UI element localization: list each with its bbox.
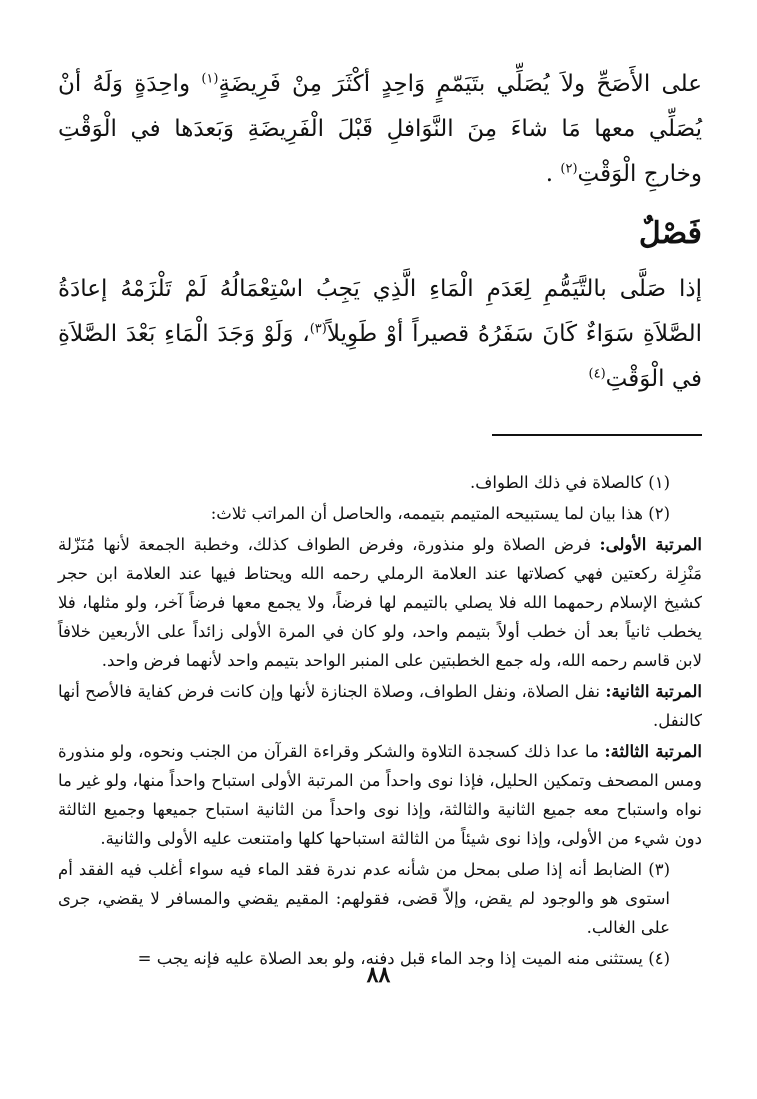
footnote-ref-3: (٣) (309, 321, 327, 337)
rank-1-label: المرتبة الأولى: (599, 535, 702, 554)
footnote-ref-4: (٤) (588, 366, 606, 382)
rank-3-label: المرتبة الثالثة: (604, 742, 703, 761)
main-text-segment: واحِدَةٍ وَلَهُ أنْ يُصَلِّي معها مَا شاءَ مِنَ النَّوَافلِ قَبْلَ الْفَرِيضَةِ وَبَعدَها في الْوَقْتِ وخارجِ الْوَقْتِ (58, 71, 702, 187)
rank-1-text: فرض الصلاة ولو منذورة، وفرض الطواف كذلك، وخطبة الجمعة لأنها مُنَزّلة مَنْزِلة ركعتين فهي كصلاتها عند العلامة الرملي رحمه الله ويحتاط فيها عند العلامة ابن حجر كشيخ الإسلام رحمهما الله فلا يصلي بالتيمم لها فرضاً، ولا يجمع معها فرضاً آخر، ولو مثلها، فلا يخطب ثانياً بعد أن خطب أولاً بتيمم واحد، ولو كان في المرة الأولى زائداً على الأربعين خلافاً لابن قاسم رحمه الله، وله جمع الخطبتين على المنبر الواحد بتيمم واحد لأنهما فرض واحد. (58, 535, 702, 670)
footnote-4: (٤) يستثنى منه الميت إذا وجد الماء قبل دفنه، ولو بعد الصلاة عليه فإنه يجب = (137, 949, 670, 968)
footnote-ref-2: (٢) (560, 161, 578, 177)
footnotes (58, 468, 702, 973)
main-text-segment: على الأَصَحِّ ولاَ يُصَلِّي بتَيَمّمٍ وَاحِدٍ أكْثَرَ مِنْ فَرِيضَةٍ (218, 71, 703, 97)
footnote-3: (٣) الضابط أنه إذا صلى بمحل من شأنه عدم ندرة فقد الماء فيه سواء أغلب فيه الفقد أم استوى هو والوجود لم يقض، وإلاّ قضى، فقولهم: المقيم يقضي والمسافر لا يقضي، جرى على الغالب. (58, 860, 670, 937)
main-text-segment: إذا صَلَّى بالتَّيَمُّمِ لِعَدَمِ الْمَاءِ الَّذِي يَجِبُ اسْتِعْمَالُهُ لَمْ تَلْزَمْهُ إعادَةُ الصَّلاَةِ سَوَاءٌ كَانَ سَفَرُهُ قصيراً أوْ طَوِيلاً (58, 276, 702, 347)
rank-2-label: المرتبة الثانية: (605, 682, 702, 701)
section-heading: فَصْلٌ (638, 216, 702, 251)
main-text (58, 62, 702, 402)
main-text-segment: . (545, 161, 561, 187)
footnote-rank-3 (58, 737, 702, 853)
footnote-separator (492, 434, 702, 436)
footnote-rank-2 (58, 677, 702, 735)
rank-2-text: نفل الصلاة، ونفل الطواف، وصلاة الجنازة لأنها وإن كانت فرض كفاية فالأصح أنها كالنفل. (58, 682, 702, 730)
main-paragraph-1 (58, 62, 702, 197)
page-number: ٨٨ (366, 962, 391, 988)
footnote-ref-1: (١) (201, 71, 219, 87)
main-text-segment: ، وَلَوْ وَجَدَ الْمَاءِ بَعْدَ الصَّلاَةِ في الْوَقْتِ (58, 321, 702, 392)
footnote-2: (٢) هذا بيان لما يستبيحه المتيمم بتيممه، والحاصل أن المراتب ثلاث: (210, 504, 670, 523)
page-content (58, 62, 702, 1099)
footnote-1: (١) كالصلاة في ذلك الطواف. (470, 473, 670, 492)
main-paragraph-2 (58, 267, 702, 402)
rank-3-text: ما عدا ذلك كسجدة التلاوة والشكر وقراءة القرآن من الجنب ونحوه، ولو منذورة ومس المصحف وتمكين الحليل، فإذا نوى واحداً من المرتبة الأولى استباح واحداً منها، ولو غير ما نواه واستباح معه جميع الثانية والثالثة، وإذا نوى واحداً من الثانية استباح جميعها وجميع الثالثة دون شيء من الأولى، وإذا نوى شيئاً من الثالثة استباحها كلها وامتنعت عليه الأولى والثانية. (58, 742, 702, 848)
footnote-rank-1 (58, 530, 702, 675)
